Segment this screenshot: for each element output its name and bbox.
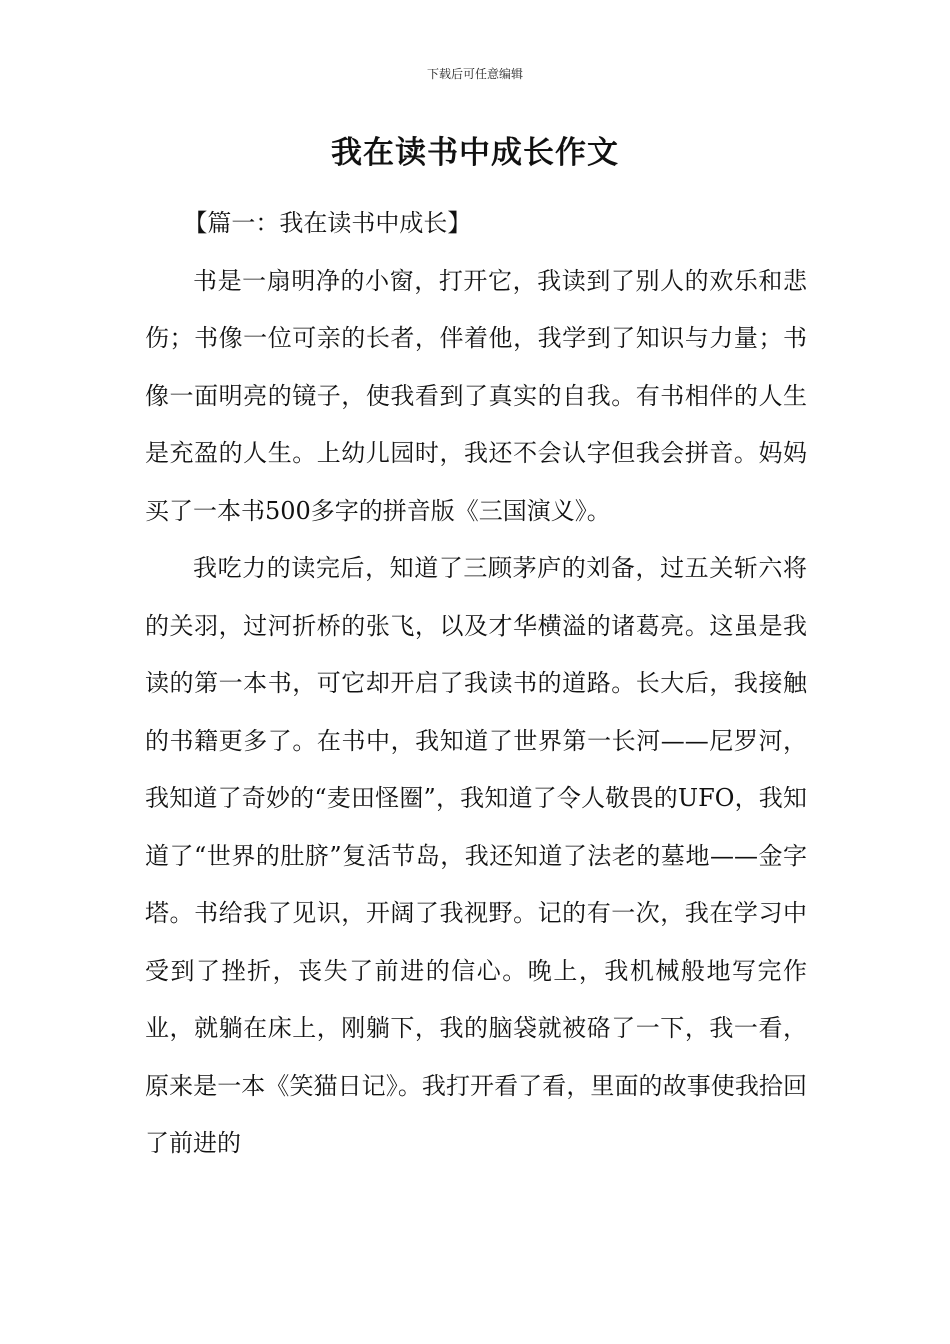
document-title: 我在读书中成长作文 xyxy=(331,135,619,171)
paragraph-1: 书是一扇明净的小窗，打开它，我读到了别人的欢乐和悲伤；书像一位可亲的长者，伴着他，我学到了知识与力量；书像一面明亮的镜子，使我看到了真实的自我。有书相伴的人生是充盈的人生。上幼儿园时，我还不会认字但我会拼音。妈妈买了一本书500多字的拼音版《三国演义》。 xyxy=(145,266,807,525)
page-header-note: 下载后可任意编辑 xyxy=(426,67,523,81)
paragraph-2: 我吃力的读完后，知道了三顾茅庐的刘备，过五关斩六将的关羽，过河折桥的张飞，以及才华横溢的诸葛亮。这虽是我读的第一本书，可它却开启了我读书的道路。长大后，我接触的书籍更多了。在书中，我知道了世界第一长河——尼罗河，我知道了奇妙的“麦田怪圈”，我知道了令人敬畏的UFO，我知道了“世界的肚脐”复活节岛，我还知道了法老的墓地——金字塔。书给我了见识，开阔了我视野。记的有一次，我在学习中受到了挫折，丧失了前进的信心。晚上，我机械般地写完作业，就躺在床上，刚躺下，我的脑袋就被硌了一下，我一看，原来是一本《笑猫日记》。我打开看了看，里面的故事使我拾回了前进的 xyxy=(145,554,807,1157)
document-body xyxy=(145,195,807,1173)
section-heading: 【篇一：我在读书中成长】 xyxy=(183,209,472,237)
